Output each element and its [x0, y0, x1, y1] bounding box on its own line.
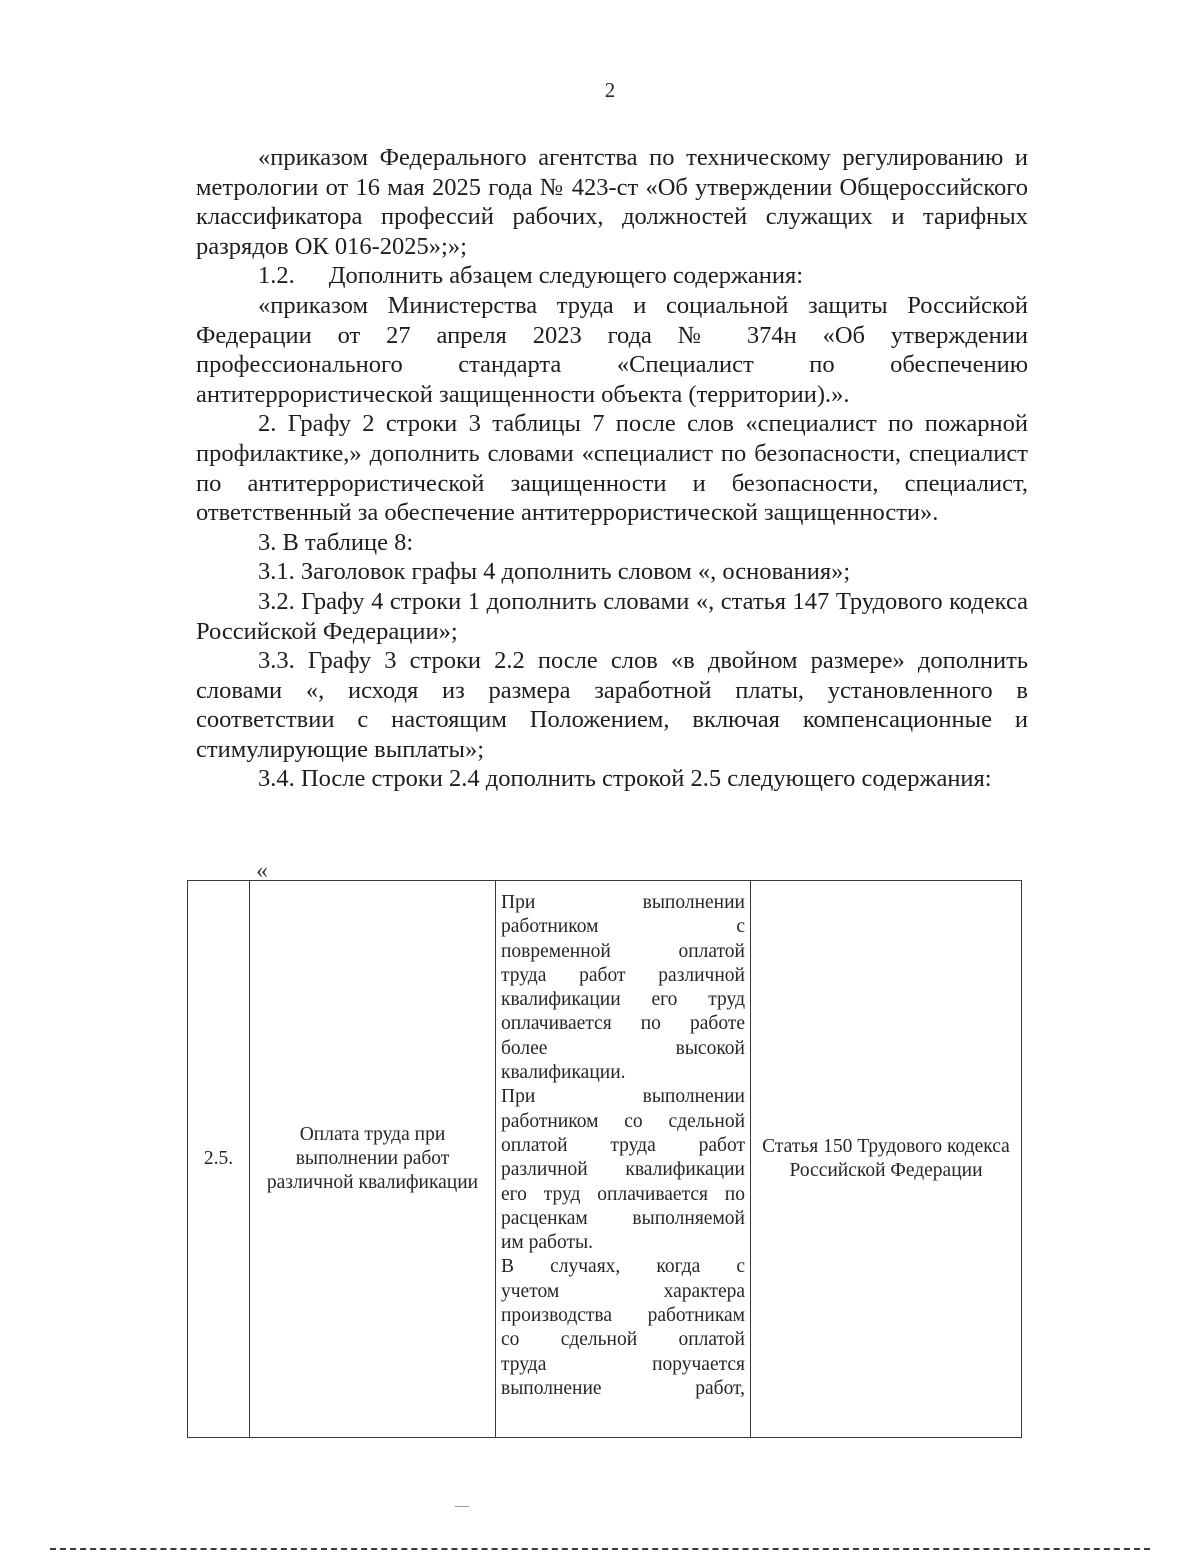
- paragraph-order-ok016: «приказом Федерального агентства по техническому регулированию и метрологии от 16 мая 2025 года № 423-ст «Об утверждении Общероссийского классификатора профессий рабочих, должностей служащих и тарифных разрядов ОК 016-2025»;»;: [196, 144, 1028, 260]
- scan-mark: [455, 1506, 469, 1507]
- description-line: В случаях, когда с: [501, 1256, 745, 1278]
- description-line: При выполнении: [501, 1086, 745, 1108]
- row-number-cell: 2.5.: [188, 881, 250, 1438]
- description-line: со сдельной оплатой: [501, 1329, 745, 1351]
- description-line: производства работникам: [501, 1305, 745, 1327]
- page-number: 2: [604, 78, 616, 102]
- description-line: труда поручается: [501, 1353, 745, 1375]
- description-line: расценкам выполняемой: [501, 1207, 745, 1229]
- footer-scan-line: [50, 1548, 1150, 1550]
- description-line: выполнение работ,: [501, 1377, 745, 1399]
- description-line: оплатой труда работ: [501, 1134, 745, 1156]
- payment-description-cell: [496, 881, 751, 1438]
- description-line: им работы.: [501, 1232, 593, 1254]
- opening-quote-mark: «: [256, 858, 268, 884]
- inserted-table-row: [187, 880, 1022, 1438]
- paragraph-3-4: 3.4. После строки 2.4 дополнить строкой 2.5 следующего содержания:: [258, 765, 992, 793]
- paragraph-3-2: 3.2. Графу 4 строки 1 дополнить словами «, статья 147 Трудового кодекса Российской Федерации»;: [196, 587, 1028, 645]
- description-line: квалификации.: [501, 1062, 626, 1084]
- table-row: [188, 881, 1022, 1438]
- paragraph-order-374n: «приказом Министерства труда и социальной защиты Российской Федерации от 27 апреля 2023 года № 374н «Об утверждении профессионального стандарта «Специалист по обеспечению антитеррористической защищенности объекта (территории).».: [196, 291, 1028, 408]
- description-line: различной квалификации: [501, 1159, 745, 1181]
- description-line: квалификации его труд: [501, 989, 745, 1011]
- description-line: его труд оплачивается по: [501, 1183, 745, 1205]
- description-line: учетом характера: [501, 1280, 745, 1302]
- paragraph-1-2: [196, 261, 1028, 291]
- document-body: [196, 143, 1028, 794]
- legal-basis-cell: Статья 150 Трудового кодекса Российской Федерации: [751, 881, 1022, 1438]
- paragraph-3-1: 3.1. Заголовок графы 4 дополнить словом «, основания»;: [258, 558, 851, 586]
- description-line: При выполнении: [501, 892, 745, 913]
- description-line: работником со сдельной: [501, 1110, 745, 1132]
- paragraph-3-3: 3.3. Графу 3 строки 2.2 после слов «в двойном размере» дополнить словами «, исходя из размера заработной платы, установленного в соответствии с настоящим Положением, включая компенсационные и стимулирующие выплаты»;: [196, 647, 1028, 763]
- description-line: труда работ различной: [501, 964, 745, 986]
- description-line: повременной оплатой: [501, 940, 745, 962]
- paragraph-2: 2. Графу 2 строки 3 таблицы 7 после слов «специалист по пожарной профилактике,» дополнить словами «специалист по безопасности, специалист по антитеррористической защищенности и безопасности, специалист, ответственный за обеспечение антитеррористической защищенности».: [196, 410, 1028, 527]
- description-line: более высокой: [501, 1037, 745, 1059]
- paragraph-3: 3. В таблице 8:: [258, 528, 414, 556]
- payment-type-cell: Оплата труда при выполнении работ различной квалификации: [250, 881, 496, 1438]
- item-number: 1.2.: [258, 262, 295, 290]
- description-line: оплачивается по работе: [501, 1013, 745, 1035]
- item-text: Дополнить абзацем следующего содержания:: [328, 262, 804, 290]
- description-line: работником с: [501, 916, 745, 938]
